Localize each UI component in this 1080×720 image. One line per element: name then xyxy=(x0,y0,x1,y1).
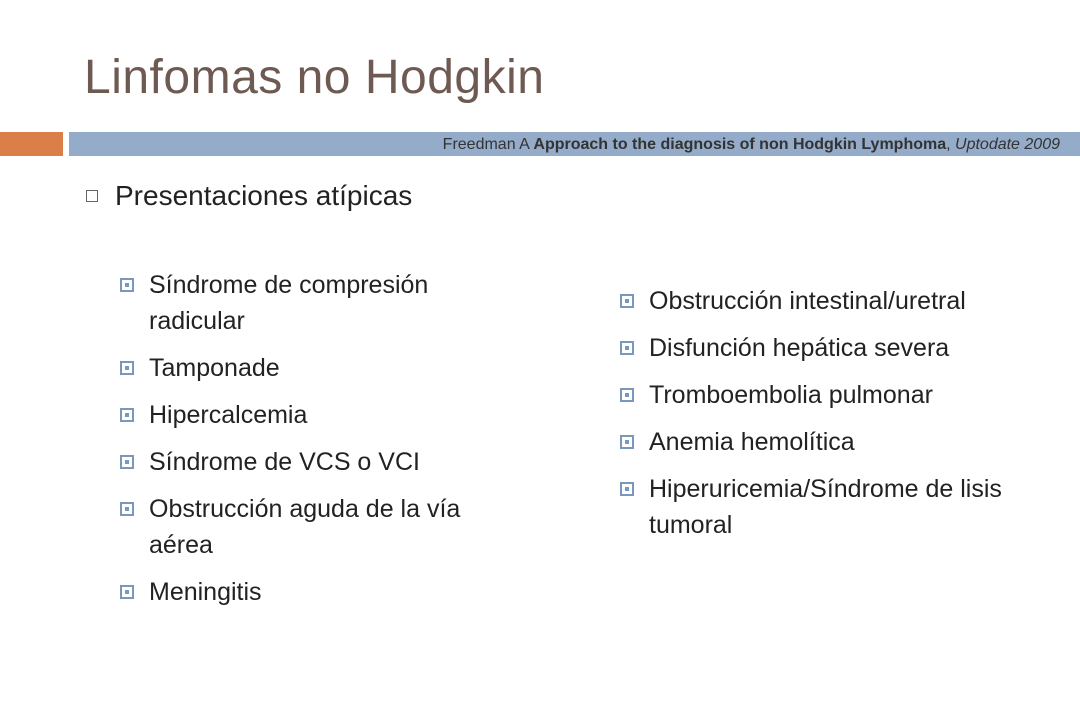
square-bullet-icon xyxy=(620,435,634,449)
list-item xyxy=(120,574,520,610)
square-bullet-icon xyxy=(620,341,634,355)
right-bullet-list xyxy=(620,283,1040,554)
list-item xyxy=(120,397,520,433)
list-item xyxy=(620,424,1040,460)
list-item xyxy=(120,350,520,386)
square-bullet-icon xyxy=(120,278,134,292)
list-item-text: Disfunción hepática severa xyxy=(649,334,950,362)
list-item xyxy=(120,444,520,480)
citation-separator: , xyxy=(946,136,956,153)
main-bullet xyxy=(86,180,412,212)
list-item-text: Síndrome de VCS o VCI xyxy=(149,448,420,476)
square-bullet-icon xyxy=(120,585,134,599)
list-item-text: Obstrucción aguda de la vía aérea xyxy=(149,495,461,559)
citation-author: Freedman A xyxy=(442,136,534,153)
list-item xyxy=(620,377,1040,413)
square-bullet-icon xyxy=(620,294,634,308)
citation-source: Uptodate 2009 xyxy=(955,136,1060,153)
square-bullet-icon xyxy=(120,408,134,422)
square-bullet-icon xyxy=(120,502,134,516)
list-item xyxy=(120,491,520,563)
list-item-text: Síndrome de compresión radicular xyxy=(149,271,429,335)
list-item-text: Hipercalcemia xyxy=(149,401,308,429)
citation-work: Approach to the diagnosis of non Hodgkin Lymphoma xyxy=(533,136,947,153)
left-bullet-list xyxy=(120,267,520,621)
accent-bar-orange xyxy=(0,132,63,156)
list-item-text: Tamponade xyxy=(149,354,280,382)
list-item-text: Obstrucción intestinal/uretral xyxy=(649,287,966,315)
square-bullet-icon xyxy=(120,455,134,469)
square-bullet-icon xyxy=(620,388,634,402)
list-item-text: Meningitis xyxy=(149,578,262,606)
hollow-square-bullet-icon xyxy=(86,190,98,202)
slide-title: Linfomas no Hodgkin xyxy=(84,51,545,104)
list-item-text: Anemia hemolítica xyxy=(649,428,855,456)
list-item xyxy=(620,471,1040,543)
list-item-text: Tromboembolia pulmonar xyxy=(649,381,933,409)
list-item-text: Hiperuricemia/Síndrome de lisis tumoral xyxy=(649,475,1002,539)
list-item xyxy=(120,267,520,339)
square-bullet-icon xyxy=(120,361,134,375)
list-item xyxy=(620,283,1040,319)
main-bullet-text: Presentaciones atípicas xyxy=(115,180,413,211)
list-item xyxy=(620,330,1040,366)
citation xyxy=(443,135,1060,155)
square-bullet-icon xyxy=(620,482,634,496)
